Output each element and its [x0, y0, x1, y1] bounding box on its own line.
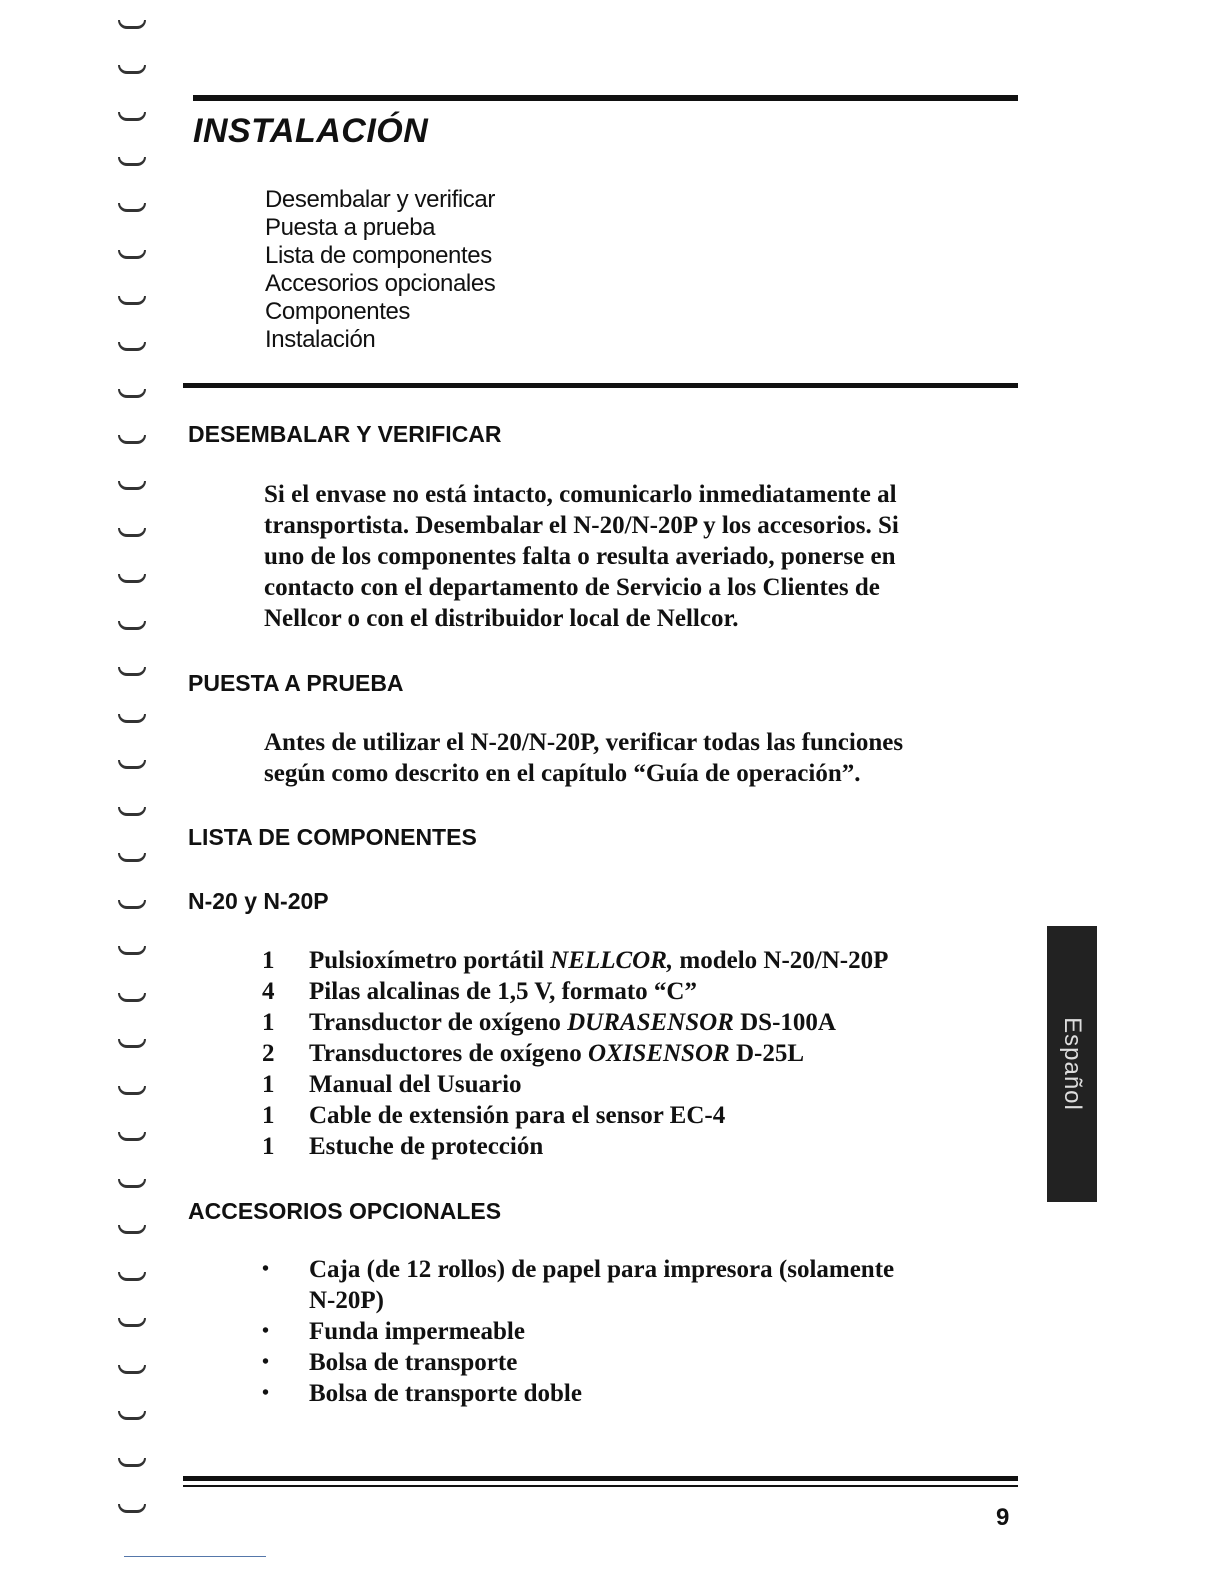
language-tab-label: Español: [1059, 1017, 1086, 1111]
paragraph-line: Nellcor o con el distribuidor local de Nellcor.: [264, 605, 739, 632]
list-item: [262, 1316, 894, 1347]
binding-ring: [118, 157, 146, 166]
binding-ring: [118, 1132, 146, 1141]
toc-item: Puesta a prueba: [265, 214, 436, 241]
toc-item: Lista de componentes: [265, 242, 492, 269]
binding-ring: [118, 1179, 146, 1188]
list-item: [262, 1254, 894, 1316]
item-brand: DURASENSOR: [567, 1009, 734, 1036]
item-brand: OXISENSOR: [587, 1040, 730, 1067]
item-text: Transductores de oxígeno: [309, 1040, 588, 1067]
binding-ring: [118, 250, 146, 259]
binding-ring: [118, 1318, 146, 1327]
list-item: [262, 1347, 894, 1378]
bullet-icon: •: [262, 1351, 270, 1373]
section-heading-puesta: PUESTA A PRUEBA: [188, 670, 404, 696]
spiral-binding: [112, 0, 152, 1584]
paragraph-line: transportista. Desembalar el N-20/N-20P y los accesorios. Si: [264, 512, 899, 539]
item-quantity: 1: [262, 1071, 275, 1098]
binding-ring: [118, 993, 146, 1002]
binding-ring: [118, 112, 146, 121]
list-item: [262, 1069, 888, 1100]
item-text: Manual del Usuario: [309, 1071, 522, 1098]
binding-ring: [118, 389, 146, 398]
bottom-rule-thin: [183, 1485, 1018, 1487]
item-text: Estuche de protección: [309, 1133, 544, 1160]
paragraph-desembalar: [264, 479, 899, 634]
item-text: Funda impermeable: [309, 1318, 525, 1345]
list-item: [262, 945, 888, 976]
binding-ring: [118, 203, 146, 212]
bullet-icon: •: [262, 1258, 270, 1280]
binding-ring: [118, 342, 146, 351]
item-text: Pilas alcalinas de 1,5 V, formato “C”: [309, 978, 697, 1005]
list-item: [262, 1131, 888, 1162]
item-brand: NELLCOR,: [550, 947, 674, 974]
binding-ring: [118, 667, 146, 676]
item-text-suffix: DS-100A: [733, 1009, 836, 1036]
item-text: Cable de extensión para el sensor EC-4: [309, 1102, 726, 1129]
table-of-contents: [265, 186, 495, 354]
top-rule: [193, 95, 1018, 101]
paragraph-puesta: [264, 727, 903, 789]
accessories-list: [262, 1254, 894, 1409]
bullet-icon: •: [262, 1320, 270, 1342]
list-item: [262, 1038, 888, 1069]
paragraph-line: Si el envase no está intacto, comunicarlo inmediatamente al: [264, 481, 897, 508]
binding-ring: [118, 20, 146, 29]
toc-item: Instalación: [265, 326, 376, 353]
binding-ring: [118, 807, 146, 816]
binding-ring: [118, 1225, 146, 1234]
item-text: Pulsioxímetro portátil: [309, 947, 551, 974]
binding-ring: [118, 900, 146, 909]
toc-item: Desembalar y verificar: [265, 186, 495, 213]
binding-ring: [118, 1365, 146, 1374]
item-quantity: 2: [262, 1040, 275, 1067]
binding-ring: [118, 1458, 146, 1467]
binding-ring: [118, 714, 146, 723]
section-heading-desembalar: DESEMBALAR Y VERIFICAR: [188, 421, 502, 447]
item-quantity: 1: [262, 1009, 275, 1036]
item-text-continued: N-20P): [309, 1287, 384, 1314]
item-text-suffix: D-25L: [729, 1040, 804, 1067]
binding-ring: [118, 1504, 146, 1513]
section-rule: [183, 383, 1018, 388]
item-quantity: 4: [262, 978, 275, 1005]
binding-ring: [118, 946, 146, 955]
binding-ring: [118, 65, 146, 74]
binding-ring: [118, 853, 146, 862]
toc-item: Accesorios opcionales: [265, 270, 496, 297]
paragraph-line: Antes de utilizar el N-20/N-20P, verificar todas las funciones: [264, 729, 904, 756]
binding-ring: [118, 435, 146, 444]
section-heading-lista: LISTA DE COMPONENTES: [188, 824, 477, 850]
binding-ring: [118, 1411, 146, 1420]
binding-ring: [118, 1086, 146, 1095]
list-item: [262, 1007, 888, 1038]
list-item: [262, 976, 888, 1007]
bottom-rule: [183, 1476, 1018, 1481]
item-text: Transductor de oxígeno: [309, 1009, 568, 1036]
binding-ring: [118, 481, 146, 490]
list-item: [262, 1100, 888, 1131]
item-text: Bolsa de transporte doble: [309, 1380, 582, 1407]
binding-ring: [118, 296, 146, 305]
binding-ring: [118, 528, 146, 537]
item-quantity: 1: [262, 1133, 275, 1160]
item-text: Bolsa de transporte: [309, 1349, 518, 1376]
language-tab: [1047, 926, 1097, 1202]
page-title: INSTALACIÓN: [193, 112, 429, 150]
binding-ring: [118, 760, 146, 769]
item-quantity: 1: [262, 947, 275, 974]
list-item: [262, 1378, 894, 1409]
item-text-suffix: modelo N-20/N-20P: [673, 947, 889, 974]
binding-ring: [118, 574, 146, 583]
component-list: [262, 945, 888, 1162]
binding-ring: [118, 1039, 146, 1048]
bullet-icon: •: [262, 1382, 270, 1404]
paragraph-line: uno de los componentes falta o resulta averiado, ponerse en: [264, 543, 896, 570]
binding-ring: [118, 621, 146, 630]
toc-item: Componentes: [265, 298, 411, 325]
scan-underline: [124, 1556, 266, 1557]
item-text: Caja (de 12 rollos) de papel para impresora (solamente: [309, 1256, 895, 1283]
section-heading-accesorios: ACCESORIOS OPCIONALES: [188, 1198, 502, 1224]
binding-ring: [118, 1272, 146, 1281]
page-number: 9: [996, 1504, 1010, 1531]
item-quantity: 1: [262, 1102, 275, 1129]
paragraph-line: según como descrito en el capítulo “Guía de operación”.: [264, 760, 861, 787]
subheading-models: N-20 y N-20P: [188, 888, 329, 914]
paragraph-line: contacto con el departamento de Servicio a los Clientes de: [264, 574, 880, 601]
